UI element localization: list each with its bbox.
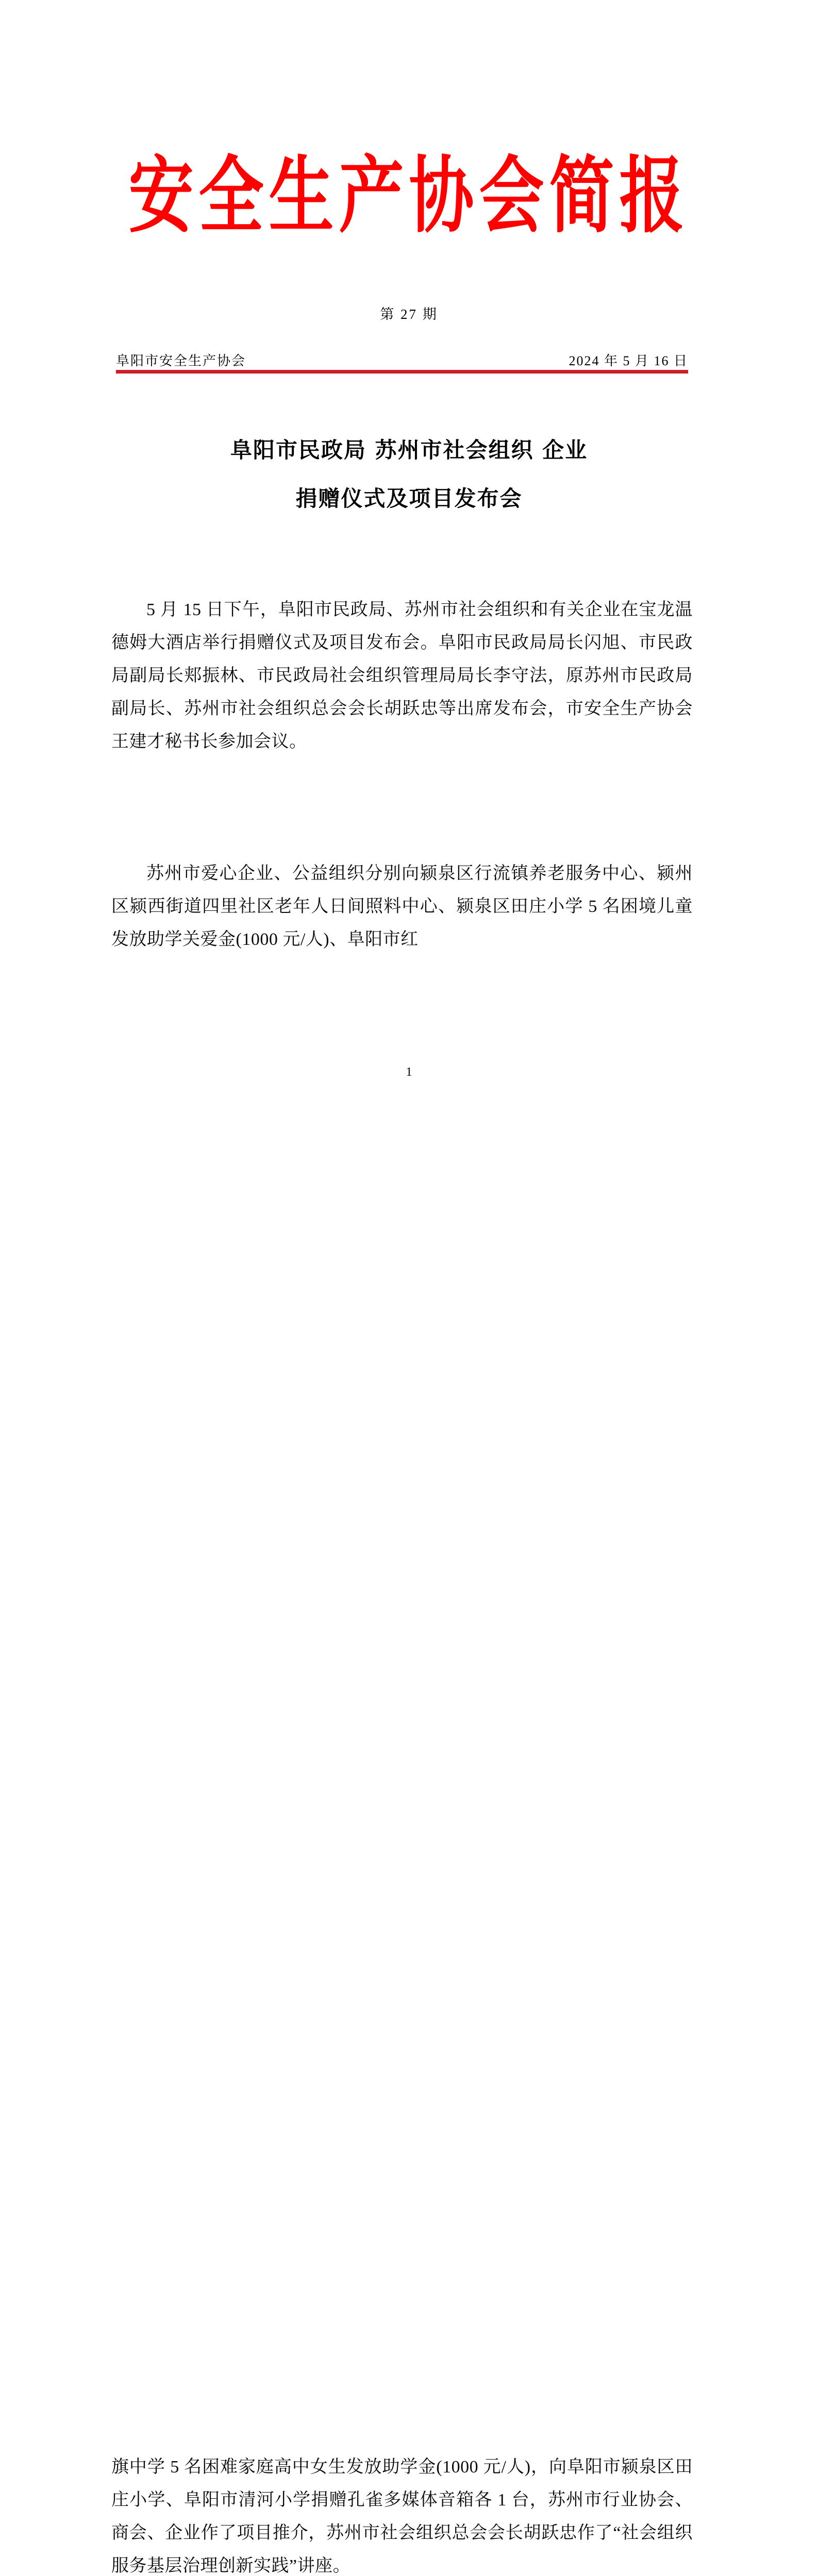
masthead-meta-row <box>116 350 688 369</box>
page-2 <box>0 1157 818 2575</box>
masthead <box>0 147 818 245</box>
issue-number: 第 27 期 <box>380 307 438 322</box>
publisher-name: 阜阳市安全生产协会 <box>116 353 246 368</box>
page-1 <box>0 0 818 1157</box>
body-paragraph-3-container <box>111 2451 693 2576</box>
body-paragraph-2-container <box>111 857 693 956</box>
document-headline <box>0 432 818 517</box>
masthead-red-rule <box>116 370 688 374</box>
body-paragraph-3: 旗中学 5 名困难家庭高中女生发放助学金(1000 元/人)，向阜阳市颍泉区田庄小学、阜阳市清河小学捐赠孔雀多媒体音箱各 1 台，苏州市行业协会、商会、企业作了项目推介，苏州市社会组织总会会长胡跃忠作了“社会组织服务基层治理创新实践”讲座。 <box>111 2458 693 2575</box>
document-headline-line-1: 阜阳市民政局 苏州市社会组织 企业 <box>230 437 588 463</box>
body-paragraph-1: 5 月 15 日下午，阜阳市民政局、苏州市社会组织和有关企业在宝龙温德姆大酒店举行捐赠仪式及项目发布会。阜阳市民政局局长闪旭、市民政局副局长郏振林、市民政局社会组织管理局局长李守法，原苏州市民政局副局长、苏州市社会组织总会会长胡跃忠等出席发布会，市安全生产协会王建才秘书长参加会议。 <box>111 600 693 751</box>
body-paragraph-1-container <box>111 594 693 758</box>
page-number-1: 1 <box>406 1065 412 1079</box>
publication-date: 2024 年 5 月 16 日 <box>569 353 688 368</box>
body-paragraph-2: 苏州市爱心企业、公益组织分别向颍泉区行流镇养老服务中心、颍州区颍西街道四里社区老年人日间照料中心、颍泉区田庄小学 5 名困境儿童发放助学关爱金(1000 元/人)、阜阳市红 <box>111 864 693 949</box>
masthead-title: 安全生产协会简报 <box>128 147 690 245</box>
document-headline-line-2: 捐赠仪式及项目发布会 <box>295 486 523 511</box>
